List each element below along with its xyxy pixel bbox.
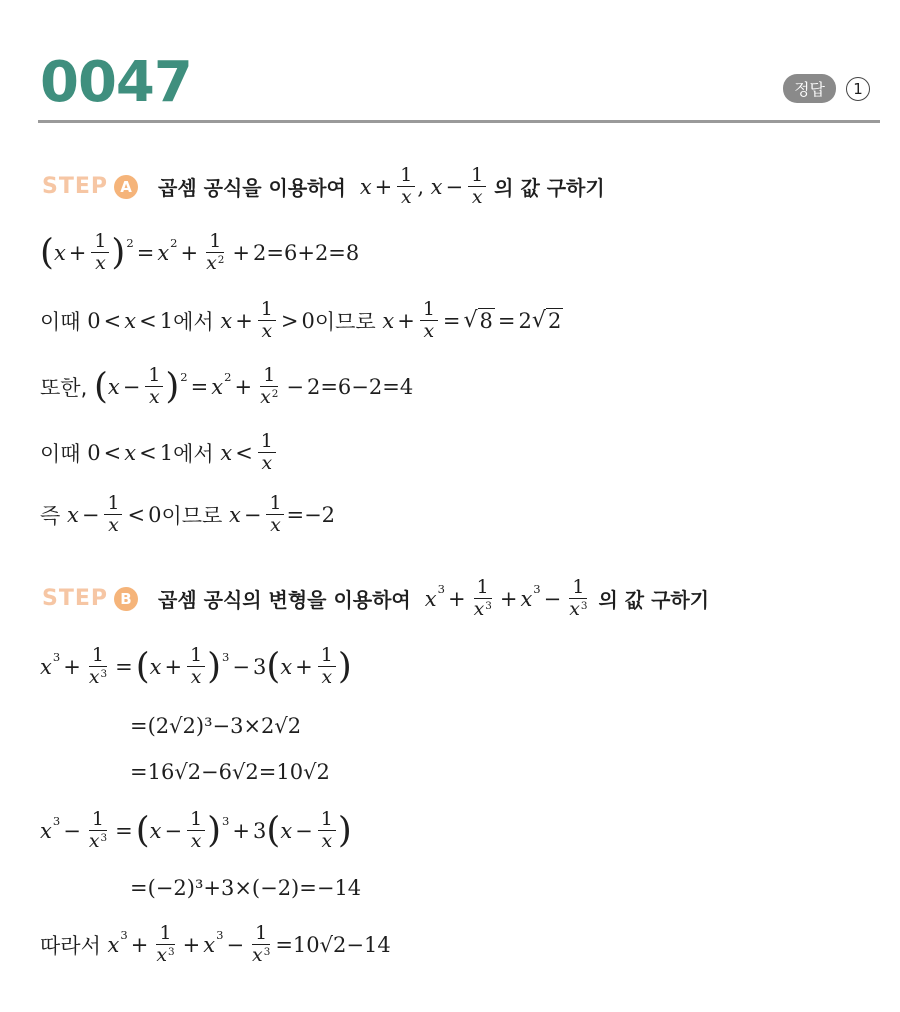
step-a-word: STEP <box>42 174 109 200</box>
final-result: =10√2−14 <box>275 932 391 957</box>
step-b-line-4: x 3 − $\frac{1}{x^3}$ = ( x − $\frac{1}{x}$ ) 3 + 3 ( x − $\frac{1}{x}$ ) <box>40 808 352 852</box>
step-a-expression: x + $\frac{1}{x}$ , x − $\frac{1}{x}$ <box>360 166 488 208</box>
step-a-heading <box>42 166 605 208</box>
final-line: 따라서 x 3 + $\frac{1}{x^3}$ + x 3 − $\frac{1}{x^3}$ =10√2−14 <box>40 922 391 966</box>
answer-box <box>783 74 870 103</box>
step-b-title: 곱셈 공식의 변형을 이용하여 <box>158 588 411 613</box>
divider <box>38 120 880 123</box>
problem-number: 0047 <box>40 50 192 115</box>
step-a-line-3: 또한, ( x − $\frac{1}{x}$ ) 2 = x 2 + $\frac{1}{x^2}$ − 2 =6−2=4 <box>40 364 414 408</box>
step-b-line-3: =16√2−6√2=10√2 <box>130 760 330 784</box>
answer-value: 1 <box>846 77 870 101</box>
step-a-badge: A <box>114 175 138 199</box>
step-a-line-2: 이때 0 < x < 1 에서 x + $\frac{1}{x}$ > 0 이므로 x + $\frac{1}{x}$ = √ 8 = 2 √ 2 <box>40 298 562 342</box>
step-a-line-1: ( x + $\frac{1}{x}$ ) 2 = x 2 + $\frac{1}{x^2}$ + 2 =6+2=8 <box>40 230 360 274</box>
step-b-heading <box>42 578 709 620</box>
step-b-badge: B <box>114 587 138 611</box>
step-b-expression: x 3 + $\frac{1}{x^3}$ + x 3 − $\frac{1}{x^3}$ <box>424 576 588 620</box>
answer-badge: 정답 <box>783 74 836 103</box>
fraction: $\frac{1}{x}$ <box>468 166 486 208</box>
step-b-line-5: =(−2)³+3×(−2)=−14 <box>130 876 362 900</box>
step-a-line-4: 이때 0 < x < 1 에서 x < $\frac{1}{x}$ <box>40 432 278 474</box>
result: =6+2=8 <box>266 240 360 265</box>
step-b-title-suffix: 의 값 구하기 <box>598 588 710 613</box>
step-a-title-suffix: 의 값 구하기 <box>494 176 605 201</box>
step-b-line-2: =(2√2)³−3×2√2 <box>130 714 302 738</box>
step-b-line-1: x 3 + $\frac{1}{x^3}$ = ( x + $\frac{1}{x}$ ) 3 − 3 ( x + $\frac{1}{x}$ ) <box>40 644 352 688</box>
fraction: $\frac{1}{x}$ <box>397 166 415 208</box>
step-b-word: STEP <box>42 586 109 612</box>
step-a-title: 곱셈 공식을 이용하여 <box>158 176 346 201</box>
step-a-line-5: 즉 x − $\frac{1}{x}$ < 0 이므로 x − $\frac{1}{x}$ =−2 <box>40 492 336 536</box>
